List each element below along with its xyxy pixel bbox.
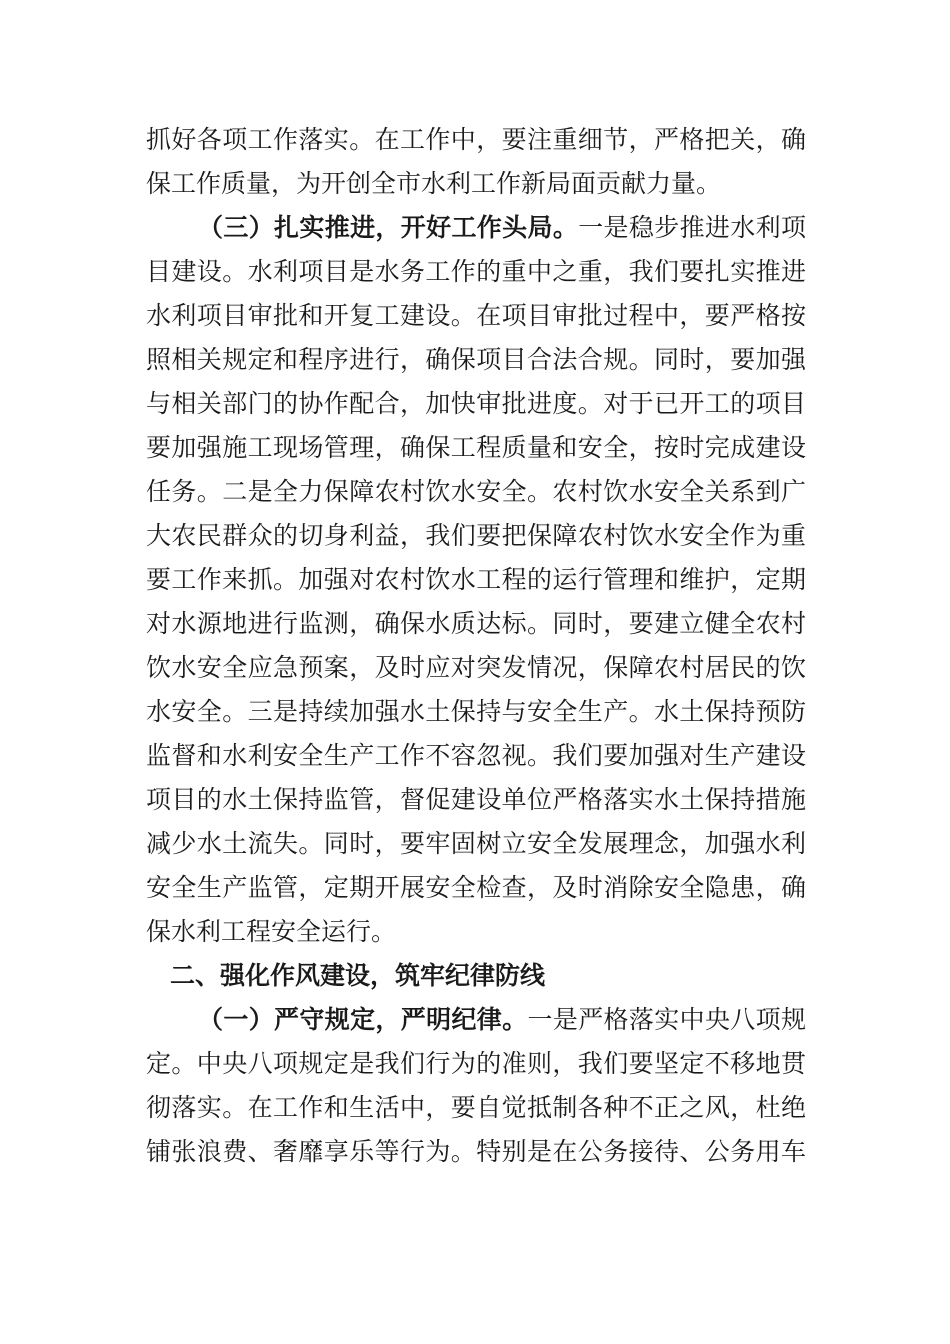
paragraph-line: 任务。二是全力保障农村饮水安全。农村饮水安全关系到广 [146, 477, 806, 506]
subsection-1-first-line [146, 998, 806, 1042]
paragraph-line: 水利项目审批和开复工建设。在项目审批过程中，要严格按 [146, 301, 806, 330]
paragraph-line: 要工作来抓。加强对农村饮水工程的运行管理和维护，定期 [146, 565, 806, 594]
section-heading-2: 二、强化作风建设，筑牢纪律防线 [170, 961, 546, 990]
section-3-title: （三）扎实推进，开好工作头局。 [198, 213, 579, 242]
paragraph-line: 对水源地进行监测，确保水质达标。同时，要建立健全农村 [146, 609, 806, 638]
paragraph-line: 保工作质量，为开创全市水利工作新局面贡献力量。 [146, 169, 722, 198]
paragraph-line: 水安全。三是持续加强水土保持与安全生产。水土保持预防 [146, 697, 806, 726]
paragraph-line: 减少水土流失。同时，要牢固树立安全发展理念，加强水利 [146, 829, 806, 858]
paragraph-line: 彻落实。在工作和生活中，要自觉抵制各种不正之风，杜绝 [146, 1093, 806, 1122]
subsection-1-title: （一）严守规定，严明纪律。 [198, 1005, 528, 1034]
paragraph-line: 饮水安全应急预案，及时应对突发情况，保障农村居民的饮 [146, 653, 806, 682]
section-3-first-line [146, 206, 806, 250]
paragraph-line: 抓好各项工作落实。在工作中，要注重细节，严格把关，确 [146, 125, 806, 154]
paragraph-line: 项目的水土保持监管，督促建设单位严格落实水土保持措施 [146, 785, 806, 814]
paragraph-line: 要加强施工现场管理，确保工程质量和安全，按时完成建设 [146, 433, 806, 462]
paragraph-line: 铺张浪费、奢靡享乐等行为。特别是在公务接待、公务用车 [146, 1137, 806, 1166]
section-3-text: 一是稳步推进水利项 [578, 213, 806, 242]
paragraph-line: 安全生产监管，定期开展安全检查，及时消除安全隐患，确 [146, 873, 806, 902]
paragraph-line: 监督和水利安全生产工作不容忽视。我们要加强对生产建设 [146, 741, 806, 770]
subsection-1-text: 一是严格落实中央八项规 [527, 1005, 806, 1034]
paragraph-line: 大农民群众的切身利益，我们要把保障农村饮水安全作为重 [146, 521, 806, 550]
paragraph-line: 目建设。水利项目是水务工作的重中之重，我们要扎实推进 [146, 257, 806, 286]
paragraph-line: 定。中央八项规定是我们行为的准则，我们要坚定不移地贯 [146, 1049, 806, 1078]
document-page [146, 118, 806, 1174]
paragraph-line: 保水利工程安全运行。 [146, 917, 397, 946]
paragraph-line: 与相关部门的协作配合，加快审批进度。对于已开工的项目 [146, 389, 806, 418]
paragraph-line: 照相关规定和程序进行，确保项目合法合规。同时，要加强 [146, 345, 806, 374]
